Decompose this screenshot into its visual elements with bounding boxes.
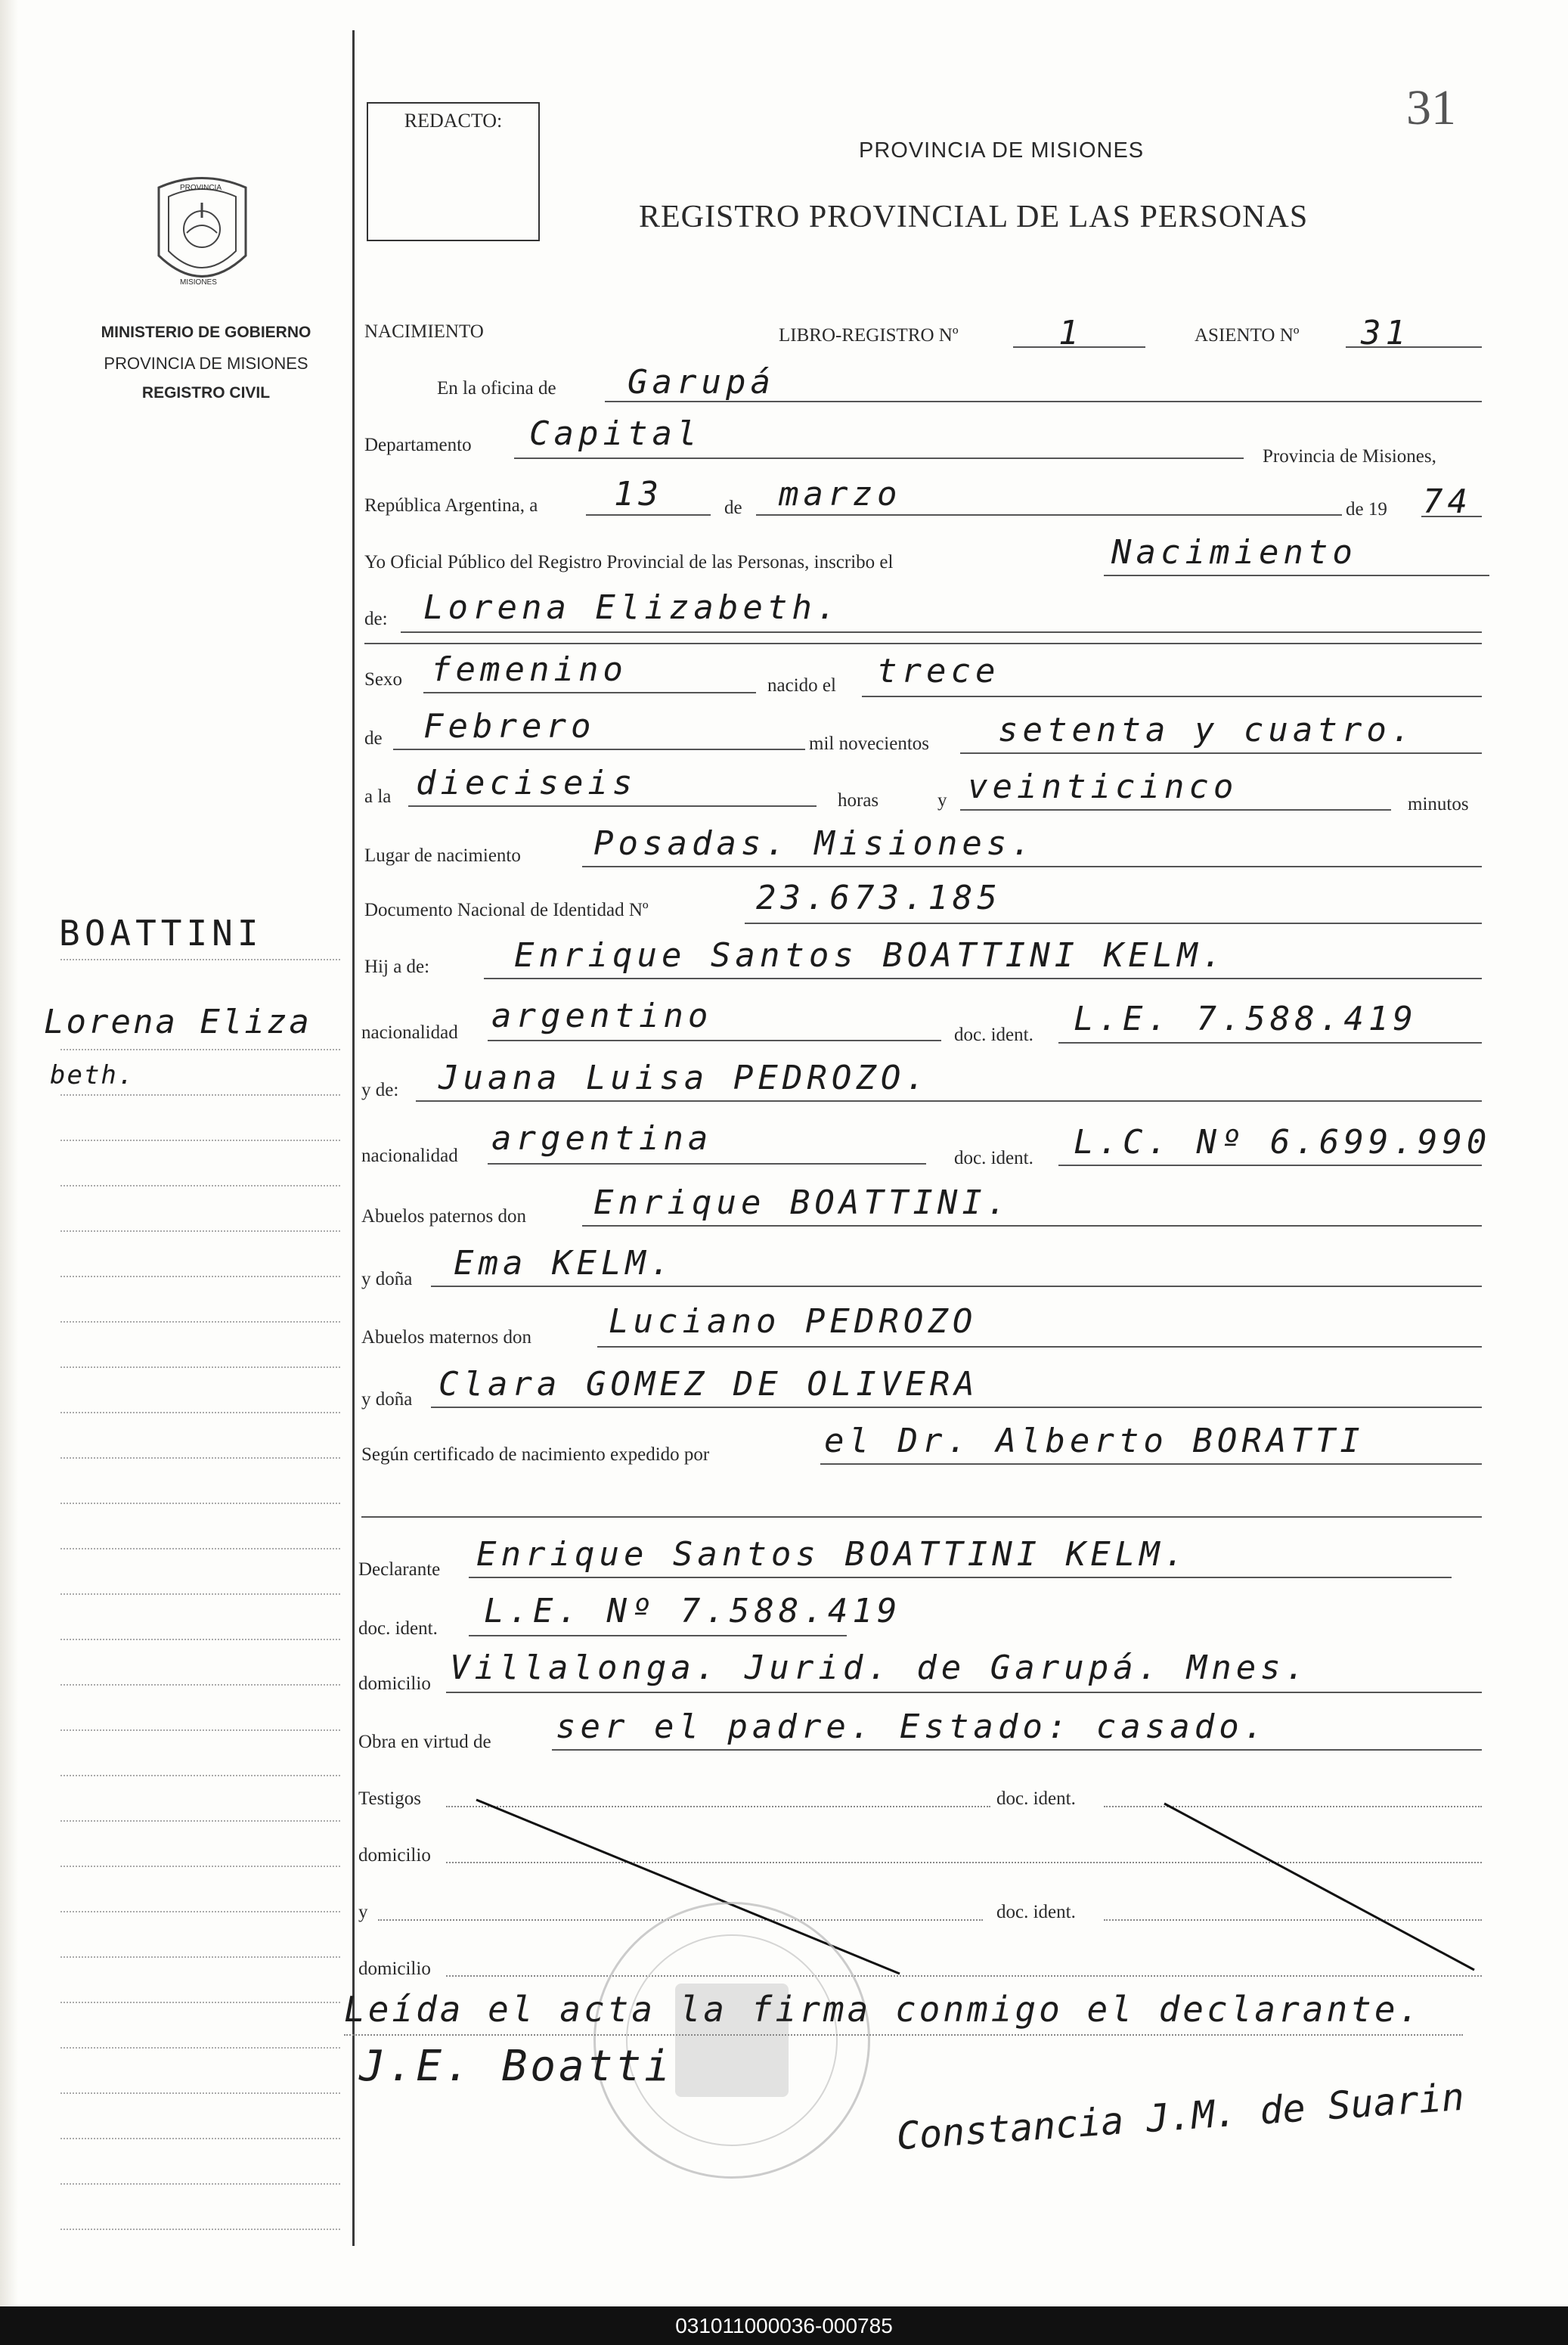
- margin-dotted-line: [60, 1185, 340, 1186]
- asiento-label: ASIENTO Nº: [1195, 325, 1300, 346]
- abuelo-mat-value: Luciano PEDROZO: [609, 1302, 978, 1341]
- footer-code: 031011000036-000785: [0, 2306, 1568, 2345]
- nacionalidad-label: nacionalidad: [361, 1022, 458, 1043]
- margin-dotted-line: [60, 1729, 340, 1731]
- margin-dotted-line: [60, 1094, 340, 1096]
- madre-doc-value: L.C. Nº 6.699.990: [1074, 1123, 1492, 1162]
- acto-value: Nacimiento: [1111, 533, 1357, 572]
- y-dona-label: y doña: [361, 1389, 413, 1410]
- oficial-text: Yo Oficial Público del Registro Provincial de las Personas, inscribo el: [364, 552, 894, 572]
- abuelo-pat-line: [582, 1225, 1482, 1227]
- margin-dotted-line: [60, 2138, 340, 2139]
- nombre-value: Lorena Elizabeth.: [423, 588, 841, 627]
- mes-nac-value: Febrero: [423, 707, 596, 746]
- margin-dotted-line: [60, 1230, 340, 1232]
- test-dom-label: domicilio: [358, 1845, 431, 1866]
- margin-dotted-line: [60, 959, 340, 960]
- declarante-value: Enrique Santos BOATTINI KELM.: [476, 1535, 1189, 1574]
- hijo-label: Hij a de:: [364, 957, 430, 977]
- margin-dotted-line: [60, 1503, 340, 1504]
- padre-nac-line: [488, 1040, 941, 1041]
- page-binding-edge: [0, 0, 18, 2345]
- margin-dotted-line: [60, 1911, 340, 1912]
- margin-dotted-line: [60, 1366, 340, 1368]
- margin-rule: [352, 30, 355, 2246]
- margin-dotted-line: [60, 1593, 340, 1595]
- official-stamp: [593, 1902, 870, 2179]
- sidebar-province: PROVINCIA DE MISIONES: [104, 354, 308, 373]
- sidebar-civil: REGISTRO CIVIL: [141, 384, 271, 402]
- departamento-line: [514, 458, 1244, 459]
- mes-line: [756, 514, 1342, 516]
- decl-doc-line: [469, 1635, 847, 1636]
- provincia-suffix: Provincia de Misiones,: [1263, 446, 1436, 467]
- seal-text-top: PROVINCIA: [180, 184, 222, 192]
- anio-nac-line: [960, 752, 1482, 754]
- libro-value: 1: [1058, 314, 1083, 352]
- redacto-box: [367, 102, 540, 241]
- padre-doc-value: L.E. 7.588.419: [1074, 1000, 1418, 1038]
- abuelo-mat-line: [597, 1346, 1482, 1348]
- sexo-label: Sexo: [364, 669, 402, 690]
- header-registry: REGISTRO PROVINCIAL DE LAS PERSONAS: [639, 200, 1309, 234]
- departamento-label: Departamento: [364, 435, 472, 455]
- margin-dotted-line: [60, 1866, 340, 1867]
- doc-ident-label: doc. ident.: [954, 1148, 1033, 1168]
- margin-dotted-line: [60, 1956, 340, 1958]
- madre-line: [416, 1100, 1482, 1102]
- seal-text-bottom: MISIONES: [180, 278, 217, 287]
- abuelos-pat-label: Abuelos paternos don: [361, 1206, 527, 1227]
- margin-dotted-line: [60, 1140, 340, 1141]
- redacto-label: REDACTO:: [404, 110, 503, 132]
- mil-label: mil novecientos: [809, 734, 929, 754]
- de2-label: de:: [364, 609, 388, 629]
- asiento-value: 31: [1361, 314, 1410, 352]
- lugar-value: Posadas. Misiones.: [593, 824, 1036, 863]
- decl-doc-label: doc. ident.: [358, 1618, 438, 1639]
- abuela-pat-line: [431, 1286, 1482, 1287]
- libro-label: LIBRO-REGISTRO Nº: [779, 325, 959, 346]
- horas-label: horas: [838, 790, 879, 811]
- lugar-label: Lugar de nacimiento: [364, 845, 521, 866]
- abuela-mat-value: Clara GOMEZ DE OLIVERA: [438, 1365, 979, 1404]
- nacido-label: nacido el: [767, 675, 836, 696]
- nacido-value: trece: [877, 652, 1000, 690]
- y-dona-label: y doña: [361, 1269, 413, 1289]
- padre-value: Enrique Santos BOATTINI KELM.: [514, 936, 1227, 975]
- margin-dotted-line: [60, 1412, 340, 1413]
- padre-line: [484, 978, 1482, 979]
- nacionalidad-label: nacionalidad: [361, 1146, 458, 1166]
- type-label: NACIMIENTO: [364, 321, 484, 342]
- test-doc-label: doc. ident.: [996, 1788, 1076, 1809]
- margin-dotted-line: [60, 1276, 340, 1277]
- abuelo-pat-value: Enrique BOATTINI.: [593, 1183, 1012, 1222]
- margin-dotted-line: [60, 2002, 340, 2003]
- margin-name-line1: Lorena Eliza: [44, 1003, 311, 1041]
- sidebar-ministry: MINISTERIO DE GOBIERNO: [101, 324, 311, 341]
- hora-value: dieciseis: [416, 764, 637, 802]
- anio-value: 74: [1423, 482, 1472, 521]
- dni-value: 23.673.185: [756, 879, 1002, 917]
- strike-line-right: [1164, 1804, 1474, 1970]
- margin-dotted-line: [60, 2229, 340, 2230]
- domicilio-label: domicilio: [358, 1673, 431, 1694]
- madre-nac-value: argentina: [491, 1119, 713, 1158]
- nacido-line: [862, 696, 1482, 697]
- anio-label: de 19: [1346, 499, 1387, 520]
- padre-doc-line: [1058, 1042, 1482, 1044]
- abuela-mat-line: [431, 1407, 1482, 1408]
- closing-statement: Leída el acta la firma conmigo el declarante.: [344, 1989, 1423, 2030]
- oficina-label: En la oficina de: [437, 378, 556, 399]
- margin-dotted-line: [60, 2183, 340, 2185]
- margin-dotted-line: [60, 1775, 340, 1776]
- madre-doc-line: [1058, 1165, 1482, 1166]
- minutos-line: [960, 809, 1391, 811]
- margin-dotted-line: [60, 1820, 340, 1822]
- abuelos-mat-label: Abuelos maternos don: [361, 1327, 531, 1348]
- acto-line: [1104, 575, 1489, 576]
- de3-label: de: [364, 728, 383, 749]
- madre-value: Juana Luisa PEDROZO.: [438, 1059, 930, 1097]
- margin-dotted-line: [60, 2047, 340, 2049]
- domicilio-value: Villalonga. Jurid. de Garupá. Mnes.: [450, 1649, 1310, 1687]
- closing-line: [344, 2034, 1463, 2036]
- mes-value: marzo: [779, 475, 902, 513]
- nombre-underline: [364, 643, 1482, 644]
- de-label: de: [724, 498, 742, 518]
- padre-nac-value: argentino: [491, 997, 713, 1035]
- declarante-line: [469, 1577, 1452, 1578]
- margin-dotted-line: [60, 1321, 340, 1323]
- y-de-label: y de:: [361, 1080, 399, 1100]
- official-signature: Constancia J.M. de Suarin: [894, 2074, 1466, 2159]
- anio-nac-value: setenta y cuatro.: [998, 711, 1416, 749]
- minutos-value: veinticinco: [968, 768, 1238, 806]
- mes-nac-line: [393, 749, 805, 750]
- margin-dotted-line: [60, 1548, 340, 1549]
- doc-ident-label: doc. ident.: [954, 1025, 1033, 1045]
- lugar-line: [582, 866, 1482, 867]
- obra-line: [552, 1749, 1482, 1751]
- obra-label: Obra en virtud de: [358, 1732, 491, 1752]
- madre-nac-line: [488, 1163, 926, 1165]
- test-dom2-label: domicilio: [358, 1959, 431, 1979]
- margin-name-line2: beth.: [50, 1060, 135, 1090]
- nombre-line: [401, 631, 1482, 633]
- certificado-line-2: [361, 1516, 1482, 1518]
- departamento-value: Capital: [529, 414, 702, 453]
- obra-value: ser el padre. Estado: casado.: [556, 1708, 1269, 1746]
- ala-label: a la: [364, 786, 392, 807]
- republica-label: República Argentina, a: [364, 495, 538, 516]
- certificado-line: [820, 1463, 1482, 1465]
- margin-dotted-line: [60, 1457, 340, 1459]
- sexo-value: femenino: [431, 650, 628, 689]
- decl-doc-value: L.E. Nº 7.588.419: [484, 1592, 902, 1630]
- certificado-value: el Dr. Alberto BORATTI: [824, 1422, 1365, 1460]
- declarante-label: Declarante: [358, 1559, 441, 1580]
- test-y-label: y: [358, 1902, 368, 1922]
- y-label: y: [937, 790, 947, 811]
- abuela-pat-value: Ema KELM.: [454, 1244, 675, 1283]
- test-doc2-label: doc. ident.: [996, 1902, 1076, 1922]
- dni-line: [745, 923, 1482, 924]
- margin-dotted-line: [60, 1049, 340, 1050]
- declarant-signature: J.E. Boatti: [359, 2042, 673, 2091]
- dia-value: 13: [614, 475, 663, 513]
- certificado-label: Según certificado de nacimiento expedido por: [361, 1444, 710, 1465]
- hora-line: [408, 805, 817, 807]
- testigos-label: Testigos: [358, 1788, 421, 1809]
- minutos-label: minutos: [1408, 794, 1469, 814]
- margin-dotted-line: [60, 1684, 340, 1686]
- header-province: PROVINCIA DE MISIONES: [859, 138, 1145, 163]
- dia-line: [586, 514, 711, 516]
- domicilio-line: [446, 1692, 1482, 1693]
- margin-dotted-line: [60, 2092, 340, 2094]
- sexo-line: [423, 692, 756, 693]
- oficina-value: Garupá: [628, 363, 775, 402]
- dni-label: Documento Nacional de Identidad Nº: [364, 900, 649, 920]
- margin-dotted-line: [60, 1639, 340, 1640]
- testigos-strike-lines: [423, 1792, 1497, 1981]
- page-number: 31: [1406, 80, 1456, 135]
- margin-surname: BOATTINI: [59, 913, 263, 954]
